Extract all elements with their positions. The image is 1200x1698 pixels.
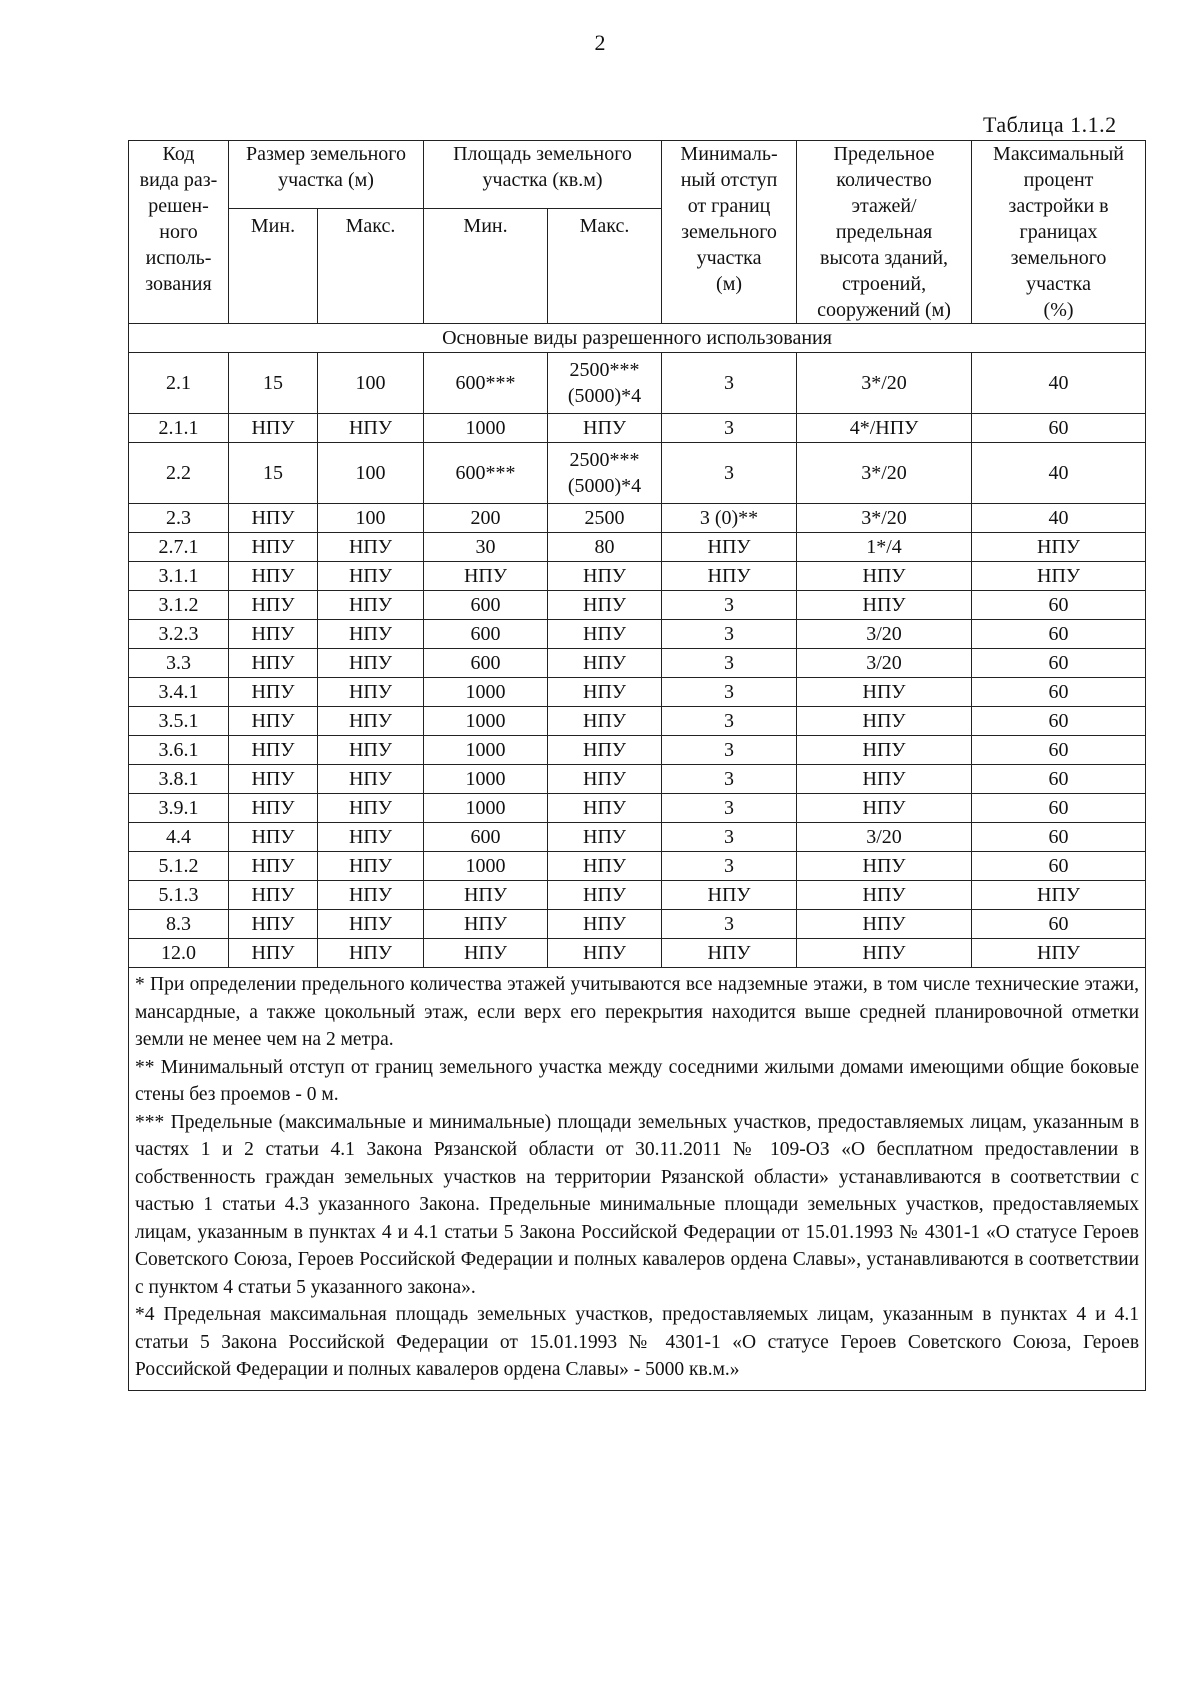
section-title: Основные виды разрешенного использования — [129, 324, 1146, 353]
cell-area-max: НПУ — [548, 678, 662, 707]
cell-size-max: НПУ — [318, 414, 424, 443]
cell-code: 8.3 — [129, 910, 229, 939]
cell-code: 2.2 — [129, 443, 229, 504]
cell-size-min: НПУ — [229, 794, 318, 823]
cell-percent: 60 — [972, 414, 1146, 443]
footnote: * При определении предельного количества этажей учитываются все надземные этажи, в том числе технические этажи, мансардные, а также цокольный этаж, если верх его перекрытия находится выше средней планировочной отметки земли не менее чем на 2 метра. — [135, 974, 1140, 1050]
cell-area-min: 200 — [424, 504, 548, 533]
cell-area-max: 80 — [548, 533, 662, 562]
cell-setback: 3 (0)** — [662, 504, 797, 533]
cell-size-max: НПУ — [318, 591, 424, 620]
cell-floors: 3/20 — [797, 620, 972, 649]
cell-area-max: НПУ — [548, 414, 662, 443]
zoning-parameters-table — [128, 140, 1146, 1391]
section-row — [129, 324, 1146, 353]
cell-floors: НПУ — [797, 881, 972, 910]
cell-area-min: 600 — [424, 620, 548, 649]
cell-percent: 60 — [972, 823, 1146, 852]
table-row — [129, 910, 1146, 939]
cell-area-max: НПУ — [548, 939, 662, 968]
cell-percent: 60 — [972, 736, 1146, 765]
cell-setback: 3 — [662, 910, 797, 939]
cell-size-max: НПУ — [318, 620, 424, 649]
cell-size-min: 15 — [229, 443, 318, 504]
table-row — [129, 939, 1146, 968]
cell-size-max: НПУ — [318, 881, 424, 910]
cell-area-max: НПУ — [548, 649, 662, 678]
cell-code: 2.7.1 — [129, 533, 229, 562]
cell-floors: НПУ — [797, 794, 972, 823]
cell-area-min: 1000 — [424, 678, 548, 707]
cell-setback: 3 — [662, 823, 797, 852]
cell-size-min: 15 — [229, 353, 318, 414]
cell-size-min: НПУ — [229, 707, 318, 736]
table-row — [129, 414, 1146, 443]
cell-setback: НПУ — [662, 533, 797, 562]
cell-area-min: 600 — [424, 649, 548, 678]
cell-setback: 3 — [662, 414, 797, 443]
cell-floors: 4*/НПУ — [797, 414, 972, 443]
cell-percent: 40 — [972, 443, 1146, 504]
table-row — [129, 591, 1146, 620]
cell-floors: НПУ — [797, 736, 972, 765]
cell-size-max: 100 — [318, 504, 424, 533]
table-row — [129, 736, 1146, 765]
table-row — [129, 562, 1146, 591]
cell-setback: 3 — [662, 765, 797, 794]
cell-percent: 40 — [972, 504, 1146, 533]
cell-area-max: 2500*** (5000)*4 — [548, 353, 662, 414]
table-row — [129, 533, 1146, 562]
cell-setback: 3 — [662, 353, 797, 414]
table-row — [129, 794, 1146, 823]
cell-size-max: НПУ — [318, 649, 424, 678]
header-area-min: Мин. — [424, 208, 548, 323]
cell-floors: НПУ — [797, 765, 972, 794]
cell-floors: 3*/20 — [797, 504, 972, 533]
cell-floors: НПУ — [797, 707, 972, 736]
footnote: *** Предельные (максимальные и минимальные) площади земельных участков, предоставляемых лицам, указанным в частях 1 и 2 статьи 4.1 Закона Рязанской области от 30.11.2011 № 109-ОЗ «О бесплатном предоставлении в собственность граждан земельных участков на территории Рязанской области» устанавливаются в соответствии с частью 1 статьи 4.3 указанного Закона. Предельные минимальные площади земельных участков, предоставляемых лицам, указанным в пунктах 4 и 4.1 статьи 5 Закона Российской Федерации от 15.01.1993 № 4301-1 «О статусе Героев Советского Союза, Героев Российской Федерации и полных кавалеров ордена Славы», устанавливаются в соответствии с пунктом 4 статьи 5 указанного закона». — [135, 1111, 1140, 1298]
cell-code: 3.1.2 — [129, 591, 229, 620]
cell-area-max: НПУ — [548, 562, 662, 591]
cell-floors: НПУ — [797, 678, 972, 707]
cell-percent: 60 — [972, 591, 1146, 620]
cell-setback: 3 — [662, 794, 797, 823]
cell-percent: 60 — [972, 707, 1146, 736]
cell-percent: НПУ — [972, 939, 1146, 968]
cell-area-min: 600 — [424, 591, 548, 620]
table-row — [129, 765, 1146, 794]
cell-code: 5.1.2 — [129, 852, 229, 881]
table-row — [129, 620, 1146, 649]
header-max-percent: Максимальный процент застройки в границах земельного участка (%) — [972, 141, 1146, 324]
cell-size-max: НПУ — [318, 678, 424, 707]
page-number: 2 — [594, 30, 606, 55]
cell-area-min: 1000 — [424, 852, 548, 881]
cell-code: 3.3 — [129, 649, 229, 678]
cell-setback: 3 — [662, 443, 797, 504]
cell-setback: 3 — [662, 649, 797, 678]
cell-area-min: 1000 — [424, 794, 548, 823]
cell-area-max: НПУ — [548, 620, 662, 649]
cell-area-min: 600*** — [424, 353, 548, 414]
table-row — [129, 353, 1146, 414]
header-area-max: Макс. — [548, 208, 662, 323]
cell-size-min: НПУ — [229, 533, 318, 562]
cell-setback: 3 — [662, 591, 797, 620]
cell-percent: 60 — [972, 620, 1146, 649]
footnote: *4 Предельная максимальная площадь земельных участков, предоставляемых лицам, указанным в пунктах 4 и 4.1 статьи 5 Закона Российской Федерации от 15.01.1993 № 4301-1 «О статусе Героев Советского Союза, Героев Российской Федерации и полных кавалеров ордена Славы» - 5000 кв.м.» — [135, 1304, 1140, 1380]
notes-row — [129, 968, 1146, 1391]
table-caption: Таблица 1.1.2 — [983, 112, 1117, 137]
cell-percent: 60 — [972, 765, 1146, 794]
cell-code: 3.5.1 — [129, 707, 229, 736]
cell-setback: 3 — [662, 852, 797, 881]
cell-percent: НПУ — [972, 881, 1146, 910]
cell-size-min: НПУ — [229, 620, 318, 649]
cell-size-max: НПУ — [318, 562, 424, 591]
cell-setback: 3 — [662, 620, 797, 649]
cell-area-max: НПУ — [548, 794, 662, 823]
cell-area-min: НПУ — [424, 562, 548, 591]
cell-area-max: НПУ — [548, 881, 662, 910]
cell-code: 2.3 — [129, 504, 229, 533]
cell-area-min: НПУ — [424, 881, 548, 910]
cell-setback: 3 — [662, 707, 797, 736]
cell-setback: 3 — [662, 678, 797, 707]
header-min-setback: Минималь- ный отступ от границ земельного участка (м) — [662, 141, 797, 324]
header-code: Код вида раз- решен- ного исполь- зования — [129, 141, 229, 324]
cell-size-max: НПУ — [318, 939, 424, 968]
cell-size-max: НПУ — [318, 823, 424, 852]
cell-size-min: НПУ — [229, 823, 318, 852]
cell-area-max: НПУ — [548, 736, 662, 765]
cell-area-min: 1000 — [424, 765, 548, 794]
cell-area-min: 1000 — [424, 736, 548, 765]
cell-floors: 3*/20 — [797, 353, 972, 414]
cell-code: 3.8.1 — [129, 765, 229, 794]
table-row — [129, 504, 1146, 533]
cell-size-min: НПУ — [229, 765, 318, 794]
cell-floors: 3*/20 — [797, 443, 972, 504]
table-row — [129, 649, 1146, 678]
cell-size-max: НПУ — [318, 910, 424, 939]
cell-area-min: 600*** — [424, 443, 548, 504]
table-row — [129, 852, 1146, 881]
cell-size-min: НПУ — [229, 939, 318, 968]
cell-area-min: 1000 — [424, 414, 548, 443]
cell-size-min: НПУ — [229, 414, 318, 443]
cell-floors: 3/20 — [797, 649, 972, 678]
table-row — [129, 443, 1146, 504]
cell-size-min: НПУ — [229, 736, 318, 765]
cell-code: 3.4.1 — [129, 678, 229, 707]
cell-size-min: НПУ — [229, 910, 318, 939]
table-row — [129, 881, 1146, 910]
cell-area-max: НПУ — [548, 707, 662, 736]
cell-code: 12.0 — [129, 939, 229, 968]
header-size-min: Мин. — [229, 208, 318, 323]
cell-area-min: 600 — [424, 823, 548, 852]
table-row — [129, 678, 1146, 707]
cell-size-min: НПУ — [229, 562, 318, 591]
cell-percent: НПУ — [972, 533, 1146, 562]
header-plot-area: Площадь земельного участка (кв.м) — [424, 141, 662, 209]
cell-code: 3.1.1 — [129, 562, 229, 591]
cell-percent: 60 — [972, 649, 1146, 678]
header-plot-size: Размер земельного участка (м) — [229, 141, 424, 209]
cell-area-min: НПУ — [424, 939, 548, 968]
cell-percent: НПУ — [972, 562, 1146, 591]
header-row — [129, 141, 1146, 209]
cell-floors: 1*/4 — [797, 533, 972, 562]
cell-area-min: 30 — [424, 533, 548, 562]
cell-size-max: НПУ — [318, 794, 424, 823]
cell-code: 3.2.3 — [129, 620, 229, 649]
cell-area-min: НПУ — [424, 910, 548, 939]
cell-size-max: НПУ — [318, 707, 424, 736]
cell-code: 2.1.1 — [129, 414, 229, 443]
cell-floors: 3/20 — [797, 823, 972, 852]
footnote: ** Минимальный отступ от границ земельного участка между соседними жилыми домами имеющими общие боковые стены без проемов - 0 м. — [135, 1056, 1140, 1105]
cell-area-max: НПУ — [548, 765, 662, 794]
cell-floors: НПУ — [797, 591, 972, 620]
cell-size-max: НПУ — [318, 765, 424, 794]
cell-size-min: НПУ — [229, 504, 318, 533]
header-floors-height: Предельное количество этажей/ предельная высота зданий, строений, сооружений (м) — [797, 141, 972, 324]
cell-percent: 60 — [972, 678, 1146, 707]
cell-code: 5.1.3 — [129, 881, 229, 910]
cell-setback: НПУ — [662, 939, 797, 968]
cell-area-max: 2500*** (5000)*4 — [548, 443, 662, 504]
cell-size-min: НПУ — [229, 852, 318, 881]
cell-area-max: НПУ — [548, 591, 662, 620]
cell-area-max: НПУ — [548, 852, 662, 881]
cell-code: 4.4 — [129, 823, 229, 852]
cell-area-max: 2500 — [548, 504, 662, 533]
table-row — [129, 707, 1146, 736]
cell-code: 3.9.1 — [129, 794, 229, 823]
cell-size-min: НПУ — [229, 591, 318, 620]
cell-area-max: НПУ — [548, 910, 662, 939]
cell-setback: 3 — [662, 736, 797, 765]
cell-percent: 60 — [972, 794, 1146, 823]
cell-size-min: НПУ — [229, 678, 318, 707]
footnotes — [129, 968, 1146, 1391]
cell-code: 3.6.1 — [129, 736, 229, 765]
cell-size-min: НПУ — [229, 881, 318, 910]
header-size-max: Макс. — [318, 208, 424, 323]
cell-size-max: НПУ — [318, 736, 424, 765]
table-row — [129, 823, 1146, 852]
cell-size-max: НПУ — [318, 852, 424, 881]
cell-percent: 60 — [972, 852, 1146, 881]
cell-setback: НПУ — [662, 881, 797, 910]
cell-size-max: 100 — [318, 353, 424, 414]
cell-setback: НПУ — [662, 562, 797, 591]
cell-floors: НПУ — [797, 939, 972, 968]
cell-percent: 60 — [972, 910, 1146, 939]
cell-size-min: НПУ — [229, 649, 318, 678]
cell-floors: НПУ — [797, 562, 972, 591]
cell-size-max: НПУ — [318, 533, 424, 562]
cell-area-max: НПУ — [548, 823, 662, 852]
cell-area-min: 1000 — [424, 707, 548, 736]
cell-code: 2.1 — [129, 353, 229, 414]
cell-floors: НПУ — [797, 910, 972, 939]
cell-floors: НПУ — [797, 852, 972, 881]
cell-percent: 40 — [972, 353, 1146, 414]
cell-size-max: 100 — [318, 443, 424, 504]
